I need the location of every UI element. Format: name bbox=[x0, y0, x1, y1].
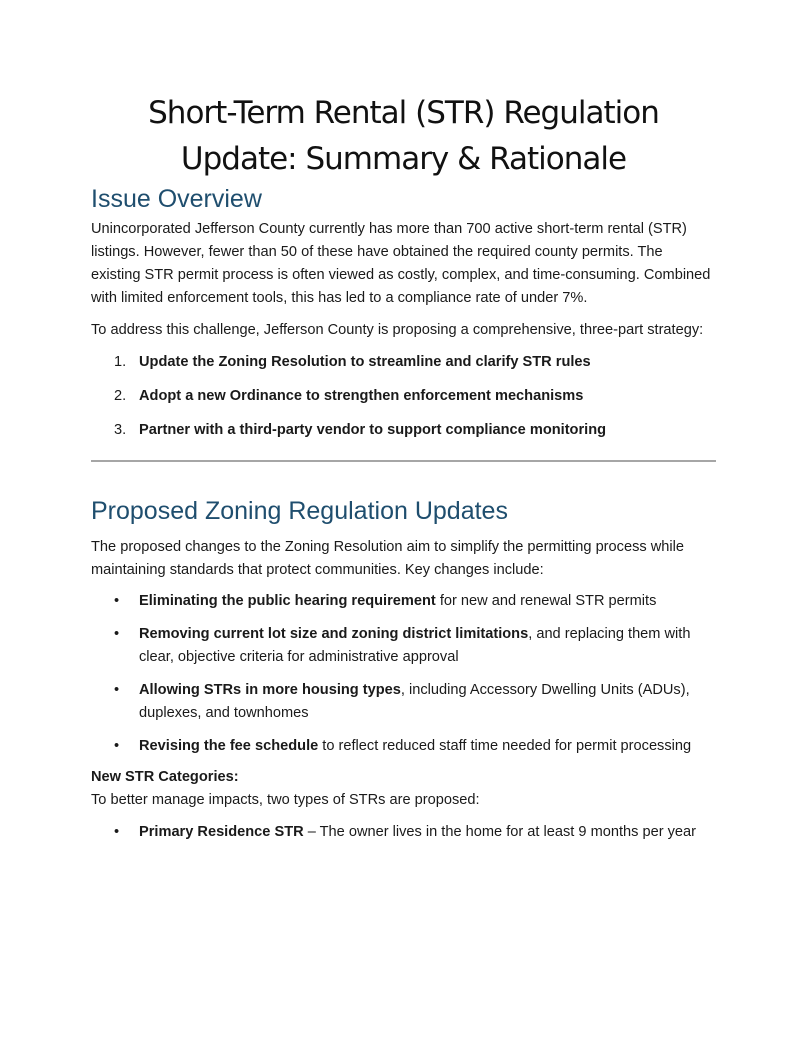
bullet-icon: • bbox=[114, 682, 120, 698]
list-number: 2. bbox=[114, 388, 127, 404]
list-item-text: Partner with a third-party vendor to support compliance monitoring bbox=[139, 422, 607, 438]
list-item bbox=[114, 821, 716, 844]
list-item bbox=[114, 590, 716, 613]
list-item-text: Update the Zoning Resolution to streamline and clarify STR rules bbox=[139, 354, 591, 370]
list-item-text: , including Accessory Dwelling Units (ADUs), duplexes, and townhomes bbox=[139, 682, 690, 721]
zoning-updates-heading: Proposed Zoning Regulation Updates bbox=[91, 497, 508, 525]
title-line-2: Update: Summary & Rationale bbox=[180, 141, 627, 177]
list-item bbox=[114, 679, 716, 725]
bullet-icon: • bbox=[114, 738, 120, 754]
section-divider bbox=[91, 460, 716, 462]
bullet-icon: • bbox=[114, 824, 120, 840]
list-item-bold: Eliminating the public hearing requirement bbox=[139, 593, 436, 609]
list-number: 3. bbox=[114, 422, 127, 438]
list-item-text: , and replacing them with clear, objective criteria for administrative approval bbox=[139, 626, 691, 665]
list-number: 1. bbox=[114, 354, 127, 370]
list-item-bold: Revising the fee schedule bbox=[139, 738, 319, 754]
key-changes-list bbox=[91, 590, 716, 758]
title-line-1: Short-Term Rental (STR) Regulation bbox=[148, 95, 659, 131]
bullet-icon: • bbox=[114, 626, 120, 642]
bullet-icon: • bbox=[114, 593, 120, 609]
zoning-intro-paragraph: The proposed changes to the Zoning Resolution aim to simplify the permitting process while maintaining standards that protect communities. Key changes include: bbox=[91, 539, 684, 578]
strategy-list bbox=[91, 351, 716, 442]
issue-paragraph-2: To address this challenge, Jefferson County is proposing a comprehensive, three-part strategy: bbox=[91, 322, 704, 338]
document-title bbox=[91, 90, 716, 182]
list-item bbox=[114, 735, 716, 758]
list-item-text: – The owner lives in the home for at least 9 months per year bbox=[303, 824, 697, 840]
list-item-bold: Removing current lot size and zoning district limitations bbox=[139, 626, 529, 642]
list-item-bold: Primary Residence STR bbox=[139, 824, 304, 840]
categories-heading: New STR Categories: bbox=[91, 769, 239, 785]
categories-list bbox=[91, 821, 716, 844]
list-item bbox=[114, 419, 716, 442]
list-item-text: for new and renewal STR permits bbox=[435, 593, 657, 609]
list-item-text: to reflect reduced staff time needed for permit processing bbox=[318, 738, 692, 754]
list-item bbox=[114, 385, 716, 408]
document-page bbox=[91, 0, 716, 854]
issue-paragraph-1: Unincorporated Jefferson County currently has more than 700 active short-term rental (STR) listings. However, fewer than 50 of these have obtained the required county permits. The existing STR permit process is often viewed as costly, complex, and time-consuming. Combined with limited enforcement tools, this has led to a compliance rate of under 7%. bbox=[91, 221, 711, 306]
list-item-bold: Allowing STRs in more housing types bbox=[139, 682, 401, 698]
issue-overview-heading: Issue Overview bbox=[91, 185, 262, 213]
categories-intro: To better manage impacts, two types of STRs are proposed: bbox=[91, 792, 480, 808]
list-item bbox=[114, 623, 716, 669]
list-item bbox=[114, 351, 716, 374]
list-item-text: Adopt a new Ordinance to strengthen enforcement mechanisms bbox=[139, 388, 584, 404]
